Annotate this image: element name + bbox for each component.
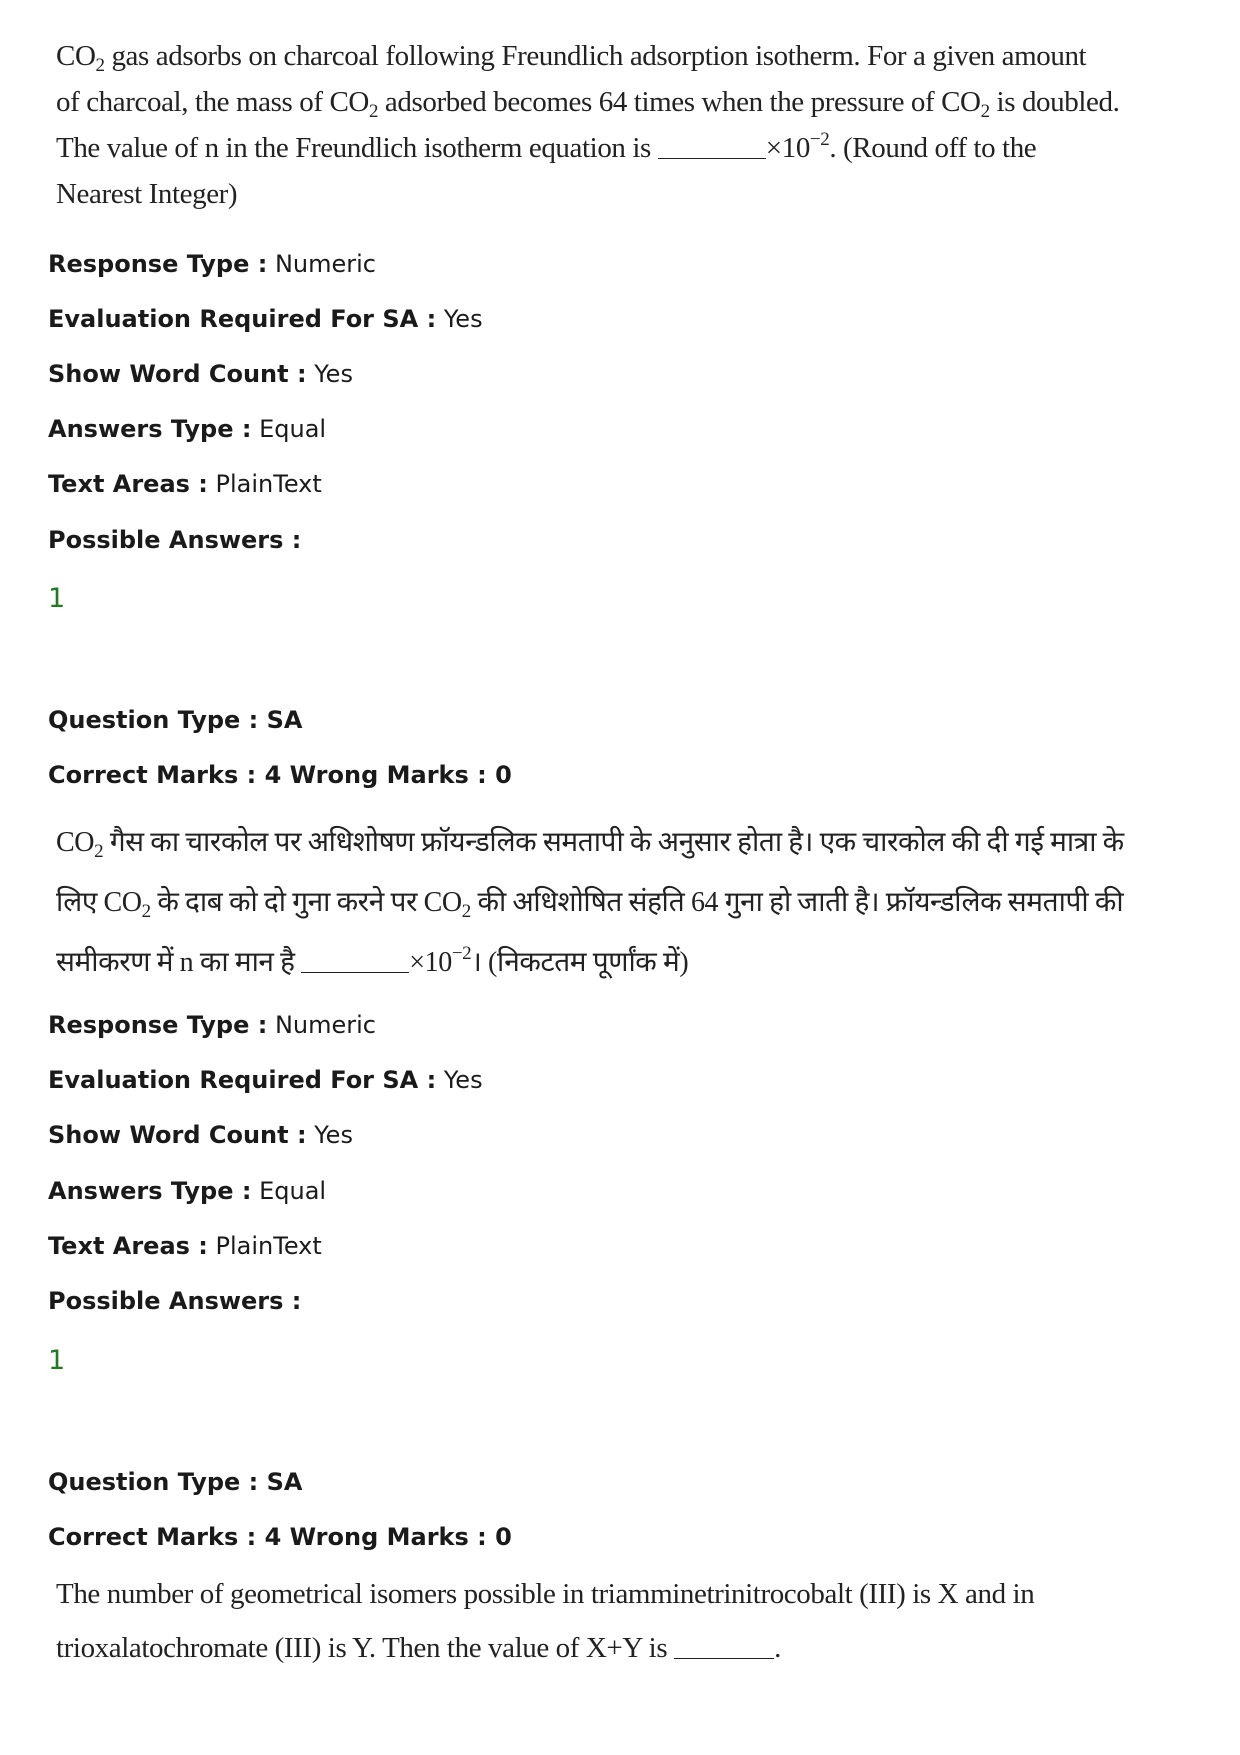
q2-show-word-count: Show Word Count : Yes — [48, 1121, 353, 1149]
q1-possible-answers-label: Possible Answers : — [48, 526, 302, 554]
q1-text-areas: Text Areas : PlainText — [48, 470, 322, 498]
q1-text-line-2: of charcoal, the mass of $CO_2$ adsorbed becomes 64 times when the pressure of $CO_2$ is doubled. — [56, 86, 1120, 122]
q2-evaluation-required: Evaluation Required For SA : Yes — [48, 1066, 483, 1094]
q2-text-line-3: समीकरण में n का मान है $\times 10^{-2}।$ (निकटतम पूर्णांक में) — [56, 943, 689, 978]
q3-marks: Correct Marks : 4 Wrong Marks : 0 — [48, 1523, 512, 1551]
q3-question-type: Question Type : SA — [48, 1468, 303, 1496]
q1-text-line-1: $CO_2$ gas adsorbs on charcoal following Freundlich adsorption isotherm. For a given amount — [56, 40, 1087, 76]
answer-blank — [301, 948, 409, 973]
q2-text-line-2: लिए $CO_2$ के दाब को दो गुना करने पर $CO_2$ की अधिशोषित संहति 64 गुना हो जाती है। फ्रॉयन्डलिक समतापी की — [56, 887, 1124, 922]
q1-answers-type: Answers Type : Equal — [48, 415, 327, 443]
q3-text-line-2: trioxalatochromate (III) is Y. Then the value of X+Y is . — [56, 1632, 781, 1664]
q2-text-line-1: $CO_2$ गैस का चारकोल पर अधिशोषण फ्रॉयन्डलिक समतापी के अनुसार होता है। एक चारकोल की दी गई मात्रा के — [56, 827, 1124, 862]
answer-blank — [674, 1634, 774, 1659]
q2-possible-answer: 1 — [48, 1345, 66, 1376]
q1-show-word-count: Show Word Count : Yes — [48, 360, 353, 388]
q1-response-type: Response Type : Numeric — [48, 250, 376, 278]
q2-question-type: Question Type : SA — [48, 706, 303, 734]
q2-possible-answers-label: Possible Answers : — [48, 1287, 302, 1315]
q2-marks: Correct Marks : 4 Wrong Marks : 0 — [48, 761, 512, 789]
q1-possible-answer: 1 — [48, 583, 66, 614]
q1-text-line-3: The value of n in the Freundlich isotherm equation is $\times 10^{-2}$. (Round off to the — [56, 129, 1037, 164]
q2-text-areas: Text Areas : PlainText — [48, 1232, 322, 1260]
q1-text-line-4: Nearest Integer) — [56, 178, 238, 210]
answer-blank — [658, 134, 766, 159]
q2-answers-type: Answers Type : Equal — [48, 1177, 327, 1205]
q3-text-line-1: The number of geometrical isomers possible in triamminetrinitrocobalt (III) is X and in — [56, 1578, 1035, 1610]
q1-evaluation-required: Evaluation Required For SA : Yes — [48, 305, 483, 333]
q2-response-type: Response Type : Numeric — [48, 1011, 376, 1039]
